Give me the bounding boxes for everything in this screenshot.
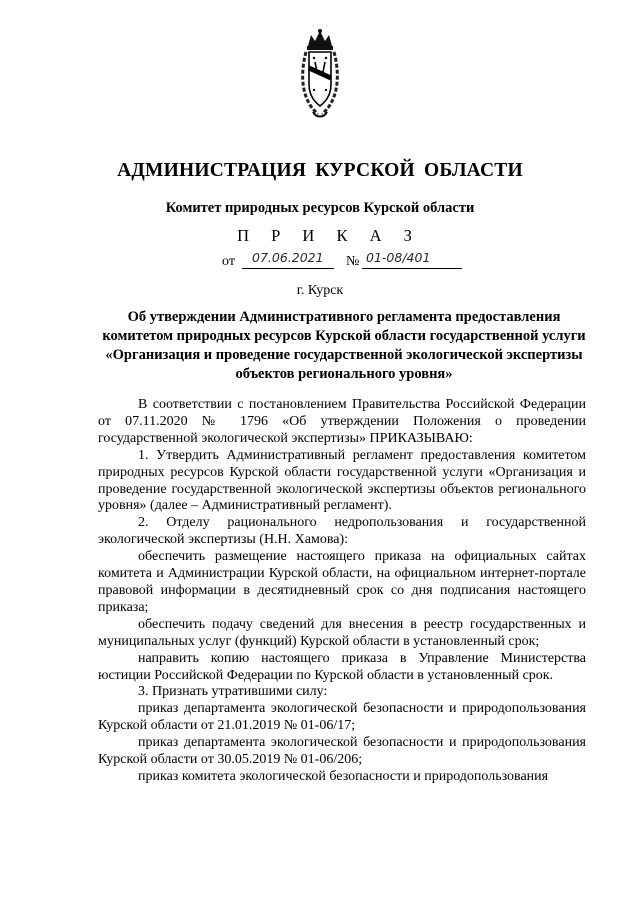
paragraph: 1. Утвердить Административный регламент предоставления комитетом природных ресурсов Курской области государственной услуги «Организация и проведение государственной экологической экспертизы объектов регионального уровня» (далее – Административный регламент).	[98, 447, 586, 514]
date-underline	[242, 268, 334, 269]
paragraph: В соответствии с постановлением Правительства Российской Федерации от 07.11.2020 № 1796 «Об утверждении Положения о проведении государственной экологической экспертизы» ПРИКАЗЫВАЮ:	[98, 397, 586, 446]
date-prefix: от	[222, 254, 235, 269]
date-handwritten: 07.06.2021	[252, 250, 324, 265]
committee-name: Комитет природных ресурсов Курской области	[165, 200, 475, 216]
paragraph: 3. Признать утратившими силу:	[138, 684, 328, 700]
document-body	[98, 397, 586, 786]
paragraph: обеспечить подачу сведений для внесения в реестр государственных и муниципальных услуг (функций) Курской области в установленный срок;	[98, 616, 586, 649]
date-number-line	[222, 252, 482, 272]
kursk-coat-of-arms-icon	[299, 28, 341, 154]
city: г. Курск	[296, 283, 344, 298]
paragraph: обеспечить размещение настоящего приказа на официальных сайтах комитета и Администрации Курской области, на официальном интернет-портале правовой информации в десятидневный срок со дня подписания настоящего приказа;	[98, 549, 586, 615]
paragraph: приказ комитета экологической безопасности и природопользования	[138, 768, 549, 784]
number-handwritten: 01-08/401	[366, 250, 431, 265]
paragraph: 2. Отделу рационального недропользования и государственной экологической экспертизы (Н.Н. Хамова):	[98, 515, 586, 548]
document-subject: Об утверждении Административного регламента предоставления комитетом природных ресурсов Курской области государственной услуги «Организация и проведение государственной экологической экспертизы объектов регионального уровня»	[102, 309, 586, 382]
document-type: П Р И К А З	[237, 226, 421, 245]
paragraph: направить копию настоящего приказа в Управление Министерства юстиции Российской Федерации по Курской области в установленный срок.	[98, 650, 586, 683]
number-underline	[362, 268, 462, 269]
paragraph: приказ департамента экологической безопасности и природопользования Курской области от 21.01.2019 № 01-06/17;	[98, 701, 586, 734]
number-prefix: №	[346, 254, 360, 269]
organization-title: АДМИНИСТРАЦИЯ КУРСКОЙ ОБЛАСТИ	[117, 160, 523, 181]
paragraph: приказ департамента экологической безопасности и природопользования Курской области от 30.05.2019 № 01-06/206;	[98, 735, 586, 768]
